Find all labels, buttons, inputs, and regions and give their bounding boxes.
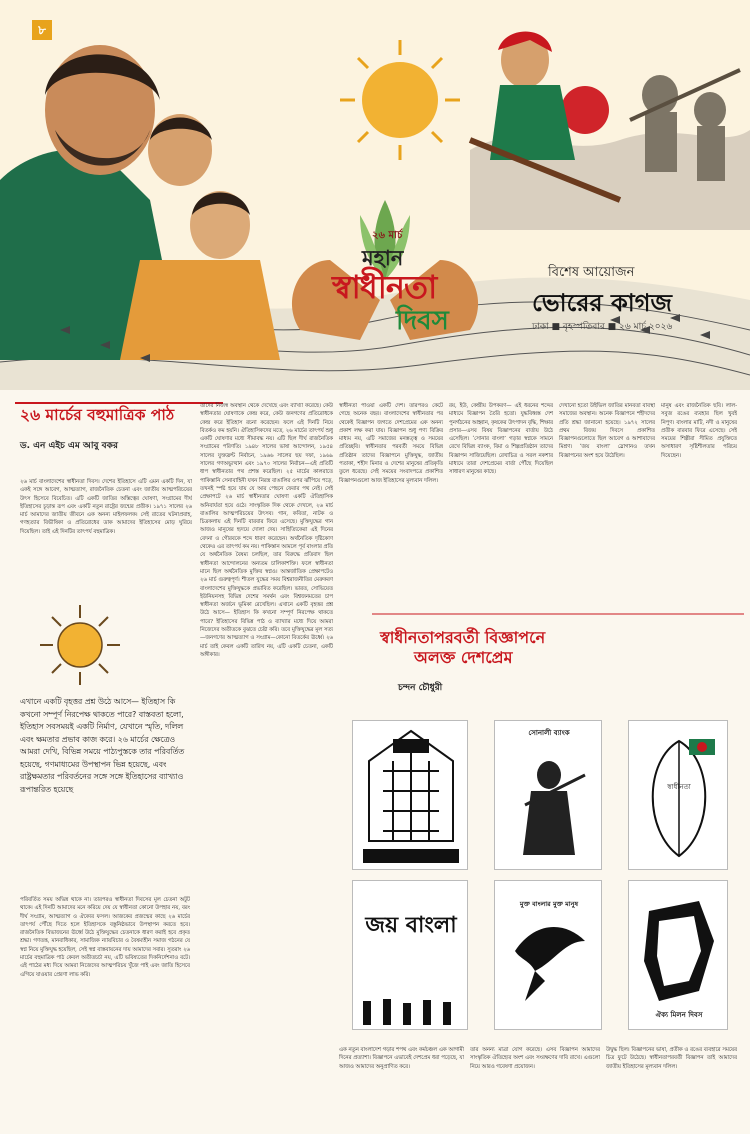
vintage-ad-2: [494, 720, 602, 870]
ad-article-bottom-2: তার অনন্য মাত্রা যোগ করেছে। এসব বিজ্ঞাপন আমাদের সাংস্কৃতিক ঐতিহ্যের অংশ এবং সংরক্ষণের দাবি রাখে। এগুলো নিয়ে আরও গবেষণা প্রয়োজন।: [470, 1047, 600, 1070]
pull-quote: এখানে একটি বৃহত্তর প্রশ্ন উঠে আসে— ইতিহাস কি কখনো সম্পূর্ণ নিরপেক্ষ থাকতে পারে? বাস্তবতা হলো, ইতিহাস সবসময়ই একটি নির্মাণ, যেখানে স্মৃতি, দলিল এবং ক্ষমতার প্রভাব কাজ করে। ২৬ মার্চের ক্ষেত্রেও আমরা দেখি, বিভিন্ন সময়ে পাঠ্যপুস্তকে তার পরিবর্তিত হয়েছে, গণমাধ্যমের উপস্থাপন ভিন্ন হয়েছে, এবং রাষ্ট্রক্ষমতার পরিবর্তনের সঙ্গে সঙ্গে ইতিহাসের ব্যাখ্যাও রূপান্তরিত হয়েছে: [20, 697, 185, 794]
banner-date-label: ২৬ মার্চ: [372, 230, 403, 241]
ad-article-column-4: মানুষ এবং রাজনৈতিক ছবি। লাল-সবুজ রঙের ব্যবহার ছিল খুবই নিপুণ। বাংলার মাটি, নদী ও মানুষের প্রতীক বারবার ফিরে এসেছে। সেই সময়ের শিল্পীরা সীমিত প্রযুক্তিতে অসাধারণ সৃষ্টিশীলতার পরিচয় দিয়েছেন।: [661, 403, 737, 459]
banner-title-line1: মহান: [362, 246, 404, 270]
special-label: বিশেষ আয়োজন: [548, 265, 635, 280]
sun-emblem-icon: [35, 600, 125, 690]
newspaper-name: ভোরের কাগজ: [532, 288, 672, 317]
ad-article-column-2: রয়, ইউ, কেন্দ্রীয় উপকরণ— এই ধরনের শব্দের মাধ্যমে বিজ্ঞাপন তৈরি হতো। যুদ্ধবিধ্বস্ত দেশ পুনর্গঠনের আহ্বান, কৃষকের উৎপাদন বৃদ্ধি, শিক্ষার প্রসার—এসব বিষয় বিজ্ঞাপনের বার্তায় উঠে এসেছিল। ‘সোনার বাংলা’ গড়ার স্বপ্নকে সামনে রেখে বিভিন্ন ব্যাংক, বিমা ও শিল্পপ্রতিষ্ঠান তাদের বিজ্ঞাপন সাজিয়েছিল। রেখাচিত্র ও সরল নকশার মাধ্যমে তারা দেশপ্রেমের বার্তা পৌঁছে দিয়েছিল সাধারণ মানুষের কাছে।: [449, 403, 553, 476]
vintage-ad-6: [628, 880, 728, 1030]
main-article-column-2: তাদের নিজস্ব অবস্থান থেকে দেখেছে এবং ব্যাখ্যা করেছে। কেউ স্বাধীনতার ঘোষণাকে কেন্দ্র করে, কেউ জনগণের প্রতিরোধকে কেন্দ্র করে ইতিহাস রচনা করেছেন। ফলে এই দিনটি নিয়ে বিতর্কও কম হয়নি। ঐতিহাসিকদের মতে, ২৬ মার্চের তাৎপর্য শুধু একটি ঘোষণার মধ্যে সীমাবদ্ধ নয়। এটি ছিল দীর্ঘ রাজনৈতিক সংগ্রামের পরিণতি। ১৯৪৮ সালের ভাষা আন্দোলন, ১৯৫৪ সালের যুক্তফ্রন্ট নির্বাচন, ১৯৬৬ সালের ছয় দফা, ১৯৬৯ সালের গণঅভ্যুত্থান এবং ১৯৭০ সালের নির্বাচন—এই প্রতিটি ধাপ স্বাধীনতার পথ প্রশস্ত করেছিল। ২৫ মার্চের কালরাতে পাকিস্তানি সেনাবাহিনী যখন নিরস্ত্র বাঙালির ওপর ঝাঁপিয়ে পড়ে, তখনই স্পষ্ট হয়ে যায় যে আর পেছনে ফেরার পথ নেই। সেই প্রেক্ষাপটে ২৬ মার্চ স্বাধীনতার ঘোষণা একটি ঐতিহাসিক অনিবার্যতা হয়ে ওঠে। সাংস্কৃতিক দিক থেকে দেখলে, ২৬ মার্চ বাঙালির আত্মপরিচয়ের উৎসব। গান, কবিতা, নাটক ও চিত্রকলায় এই দিনটি বারবার ফিরে এসেছে। মুক্তিযুদ্ধের গান আজও মানুষের হৃদয়ে দোলা দেয়। সাহিত্যিকেরা এই দিনের বেদনা ও গৌরবকে শব্দে ধারণ করেছেন। অর্থনৈতিক দৃষ্টিকোণ থেকেও এর তাৎপর্য কম নয়। পাকিস্তান আমলে পূর্ব বাংলার প্রতি যে অর্থনৈতিক বৈষম্য চলছিল, তার বিরুদ্ধে প্রতিবাদ ছিল স্বাধীনতা আন্দোলনের অন্যতম চালিকাশক্তি। ফলে স্বাধীনতা মানে ছিল অর্থনৈতিক মুক্তির স্বপ্নও। আন্তর্জাতিক প্রেক্ষাপটেও ২৬ মার্চ গুরুত্বপূর্ণ। শীতল যুদ্ধের সময় বিশ্বরাজনীতির মেরুকরণ বাংলাদেশের মুক্তিযুদ্ধকে প্রভাবিত করেছিল। ভারত, সোভিয়েত ইউনিয়নসহ বিভিন্ন দেশের সমর্থন এবং বিশ্বজনমতের চাপ স্বাধীনতা অর্জনে ভূমিকা রেখেছিল। এখানে একটি বৃহত্তর প্রশ্ন উঠে আসে— ইতিহাস কি কখনো সম্পূর্ণ নিরপেক্ষ থাকতে পারে? ইতিহাসের বিভিন্ন পাঠ ও ব্যাখ্যার মধ্যে দিয়ে আমরা নিজেদের অতীতকে বুঝতে চেষ্টা করি। তবে মুক্তিযুদ্ধের মূল সত্য—জনগণের আত্মত্যাগ ও সংগ্রাম—কোনো বিতর্কের ঊর্ধ্বে। ২৬ মার্চ তাই কেবল একটি তারিখ নয়, এটি একটি চেতনা, একটি অঙ্গীকার।: [200, 403, 333, 658]
ad-5-caption: মুক্ত বাংলার মুক্ত মানুষ: [519, 900, 579, 908]
ad-article-subtitle: অলক্ত দেশপ্রেম: [414, 648, 513, 667]
ad-article-column-1: স্বাধীনতা পাওয়া একটি দেশ। তারপরও কেটে গেছে অনেক বছর। বাংলাদেশের স্বাধীনতার পর থেকেই বিজ্ঞাপন জগতে দেশপ্রেমের এক অনন্য প্রকাশ লক্ষ করা যায়। বিজ্ঞাপন শুধু পণ্য বিক্রির মাধ্যম নয়, এটি সমাজের মনস্তত্ত্ব ও সময়ের প্রতিচ্ছবি। স্বাধীনতার পরবর্তী সময়ে বিভিন্ন প্রতিষ্ঠান তাদের বিজ্ঞাপনে মুক্তিযুদ্ধ, জাতীয় পতাকা, শহীদ মিনার ও দেশের মানুষের প্রতিকৃতি তুলে ধরেছে। সেই সময়ের সংবাদপত্রে প্রকাশিত বিজ্ঞাপনগুলো আজ ইতিহাসের মূল্যবান দলিল।: [339, 403, 443, 484]
ad-6-caption: ঐক্য মিলন দিবস: [655, 1011, 703, 1019]
banner-title-line3: দিবস: [396, 306, 449, 336]
main-article-column-1a: ২৬ মার্চ বাংলাদেশের স্বাধীনতা দিবস। দেশের ইতিহাসে এটি এমন একটি দিন, যা একই সঙ্গে আবেগ, আত্মত্যাগ, রাজনৈতিক চেতনা এবং জাতীয় আত্মপরিচয়ের উৎস হিসেবে বিবেচিত। এটি একটি জাতির অস্তিত্বের ঘোষণা, সংগ্রামের দীর্ঘ ইতিহাসের চূড়ান্ত রূপ এবং একটি নতুন রাষ্ট্রের জন্মের প্রতীক। ১৯৭১ সালের ২৬ মার্চ আমাদের জাতীয় জীবনে এক অনন্য মাইলফলক। সেই রাতের ঘটনাপ্রবাহ, গণহত্যার বিভীষিকা ও প্রতিরোধের ডাক আমাদের ইতিহাসের মোড় ঘুরিয়ে দিয়েছিল। তাই এই দিনটির তাৎপর্য বহুমাত্রিক।: [20, 479, 192, 535]
soldier-silhouette-icon: [495, 745, 602, 870]
main-article-title: ২৬ মার্চের বহুমাত্রিক পাঠ: [20, 405, 175, 424]
vintage-ad-1: [352, 720, 468, 870]
ad-article-bottom-3: উদ্বুদ্ধ ছিল। বিজ্ঞাপনের ভাষা, প্রতীক ও রঙের ব্যবহারে সময়ের চিত্র ফুটে উঠেছে। স্বাধীনতাপরবর্তী বিজ্ঞাপন তাই আমাদের জাতীয় ইতিহাসের মূল্যবান দলিল।: [606, 1047, 737, 1070]
page-number: ৮: [32, 20, 52, 40]
lattice-pattern-icon: [353, 721, 468, 870]
ad-2-caption: সোনালী ব্যাংক: [528, 729, 570, 737]
ad-4-caption: জয় বাংলা: [365, 913, 457, 938]
ad-article-author: চন্দন চৌধুরী: [398, 683, 443, 693]
fighters-row-icon: [353, 991, 468, 1030]
vintage-ad-5: [494, 880, 602, 1030]
vintage-ad-3: [628, 720, 728, 870]
main-article-author: ড. এন এইচ এম আবু বকর: [20, 441, 118, 451]
ad-article-bottom-1: এক নতুন বাংলাদেশ গড়ার শপথ এবং কর্মচঞ্চল এক আগামী দিনের প্রত্যাশা। বিজ্ঞাপনে এভাবেই দেশপ্রেম ধরা পড়েছে, যা আজও আমাদের অনুপ্রাণিত করে।: [339, 1047, 464, 1070]
banner-title-line2: স্বাধীনতা: [332, 268, 437, 306]
ad-article-column-3: দেখানো হতো উইভিল জাতির মানবতা বাবস্থা সমাজের অবস্থান। অনেক বিজ্ঞাপনে শহীদদের প্রতি শ্রদ্ধা জানানো হয়েছে। ১৯৭২ সালের প্রথম বিজয় দিবসে প্রকাশিত বিজ্ঞাপনগুলোতে ছিল আবেগ ও আশাবাদের মিশ্রণ। ‘জয় বাংলা’ স্লোগানও তখন বিজ্ঞাপনের অংশ হয়ে উঠেছিল।: [559, 403, 655, 459]
main-article-column-1b: পরিবর্তিত সময় অভিন্ন থাকে না। তারপরও স্বাধীনতা দিবসের মূল চেতনা অটুট থাকে। এই দিনটি আমাদের মনে করিয়ে দেয় যে স্বাধীনতা কোনো উপহার নয়, বরং দীর্ঘ সংগ্রাম, আত্মত্যাগ ও ঐক্যের ফসল। আজকের প্রজন্মের কাছে ২৬ মার্চের তাৎপর্য পৌঁছে দিতে হলে ইতিহাসকে বস্তুনিষ্ঠভাবে উপস্থাপন করতে হবে। রাজনৈতিক বিভাজনের ঊর্ধ্বে উঠে মুক্তিযুদ্ধের চেতনাকে ধারণ করাই হবে প্রকৃত শ্রদ্ধা। গণতন্ত্র, মানবাধিকার, সামাজিক ন্যায়বিচার ও বৈষম্যহীন সমাজ গঠনের যে স্বপ্ন নিয়ে মুক্তিযুদ্ধ হয়েছিল, সেই স্বপ্ন বাস্তবায়নের দায় আমাদের সবার। সুতরাং ২৬ মার্চের বহুমাত্রিক পাঠ কেবল অতীতচর্চা নয়, এটি ভবিষ্যতের দিকনির্দেশনাও বটে। এই পাঠের মধ্য দিয়ে আমরা নিজেদের আত্মপরিচয় খুঁজে পাই এবং জাতি হিসেবে এগিয়ে যাওয়ার প্রেরণা লাভ করি।: [20, 897, 190, 978]
ad-3-caption: স্বাধীনতা: [667, 783, 691, 791]
vintage-ad-4: [352, 880, 468, 1030]
dateline: ঢাকা ■ বৃহস্পতিবার ■ ২৬ মার্চ ২০২৬: [532, 322, 673, 332]
map-outline-icon: [629, 881, 728, 1030]
leaf-icon: [629, 721, 728, 870]
vintage-ads-grid: [344, 710, 737, 1040]
banner-illustration: [0, 0, 750, 390]
ad-article-title: স্বাধীনতাপরবর্তী বিজ্ঞাপনে: [380, 628, 546, 647]
